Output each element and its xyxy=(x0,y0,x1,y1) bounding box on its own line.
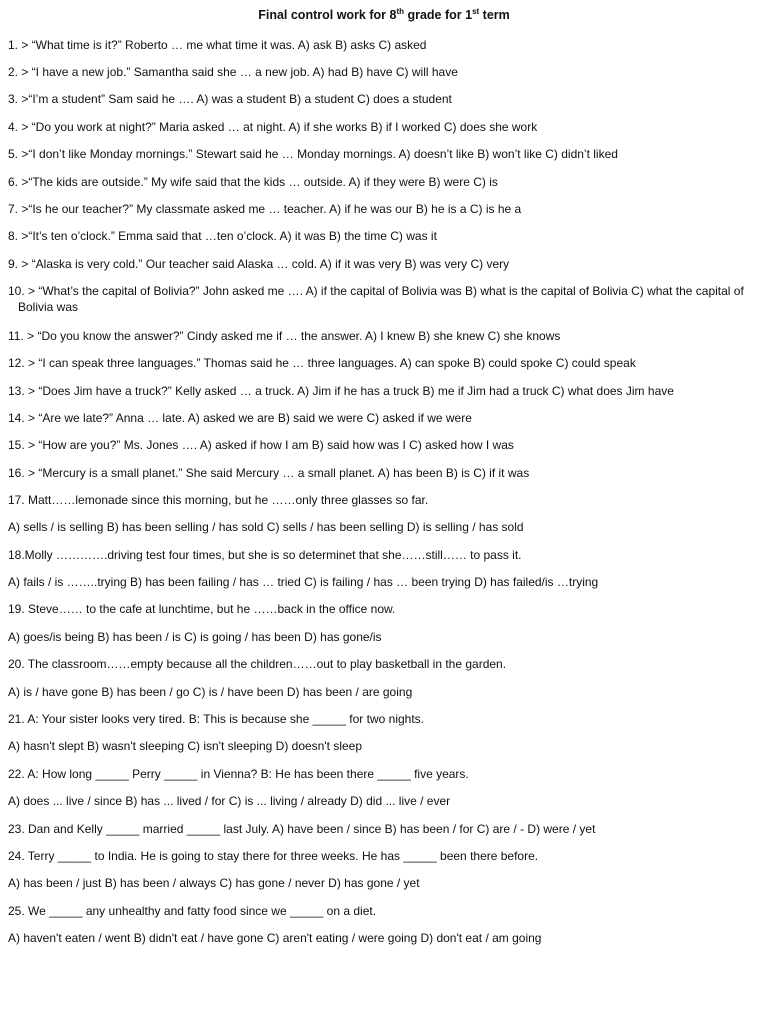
question-14: 14. > “Are we late?” Anna … late. A) asked we are B) said we were C) asked if we were xyxy=(8,411,472,425)
question-10: 10. > “What’s the capital of Bolivia?” John asked me …. A) if the capital of Bolivia was B) what is the capital of Bolivia C) what the capital of Bolivia was xyxy=(8,284,744,314)
question-18: 18.Molly ………….driving test four times, but she is so determinet that she……still…… to pass it. xyxy=(8,548,522,562)
question-17: 17. Matt……lemonade since this morning, but he ……only three glasses so far. xyxy=(8,493,429,507)
options-17: A) sells / is selling B) has been selling / has sold C) sells / has been selling D) is selling / has sold xyxy=(8,520,524,534)
options-18: A) fails / is ……..trying B) has been failing / has … tried C) is failing / has … been trying D) has failed/is …trying xyxy=(8,575,599,589)
question-11: 11. > “Do you know the answer?” Cindy asked me if … the answer. A) I knew B) she knew C) she knows xyxy=(8,329,561,343)
question-24: 24. Terry _____ to India. He is going to stay there for three weeks. He has _____ been there before. xyxy=(8,849,539,863)
question-25: 25. We _____ any unhealthy and fatty food since we _____ on a diet. xyxy=(8,904,377,918)
options-22: A) does ... live / since B) has ... lived / for C) is ... living / already D) did ... live / ever xyxy=(8,794,451,808)
question-1: 1. > “What time is it?” Roberto … me what time it was. A) ask B) asks C) asked xyxy=(8,38,427,52)
question-16: 16. > “Mercury is a small planet.” She said Mercury … a small planet. A) has been B) is C) if it was xyxy=(8,466,530,480)
question-20: 20. The classroom……empty because all the children……out to play basketball in the garden. xyxy=(8,657,507,671)
question-2: 2. > “I have a new job.” Samantha said she … a new job. A) had B) have C) will have xyxy=(8,65,458,79)
question-23: 23. Dan and Kelly _____ married _____ last July. A) have been / since B) has been / for C) are / - D) were / yet xyxy=(8,822,596,836)
question-7: 7. >“Is he our teacher?” My classmate asked me … teacher. A) if he was our B) he is a C) is he a xyxy=(8,202,522,216)
question-15: 15. > “How are you?” Ms. Jones …. A) asked if how I am B) said how was I C) asked how I was xyxy=(8,438,514,452)
question-3: 3. >“I’m a student” Sam said he …. A) was a student B) a student C) does a student xyxy=(8,92,452,106)
question-6: 6. >“The kids are outside.” My wife said that the kids … outside. A) if they were B) were C) is xyxy=(8,175,498,189)
question-21: 21. A: Your sister looks very tired. B: This is because she _____ for two nights. xyxy=(8,712,425,726)
question-12: 12. > “I can speak three languages.” Thomas said he … three languages. A) can spoke B) could spoke C) could speak xyxy=(8,356,636,370)
page-title: Final control work for 8th grade for 1st term xyxy=(258,7,510,23)
question-13: 13. > “Does Jim have a truck?” Kelly asked … a truck. A) Jim if he has a truck B) me if Jim had a truck C) what does Jim have xyxy=(8,384,674,398)
options-20: A) is / have gone B) has been / go C) is / have been D) has been / are going xyxy=(8,685,413,699)
question-5: 5. >“I don’t like Monday mornings.” Stewart said he … Monday mornings. A) doesn’t like B) won’t like C) didn’t liked xyxy=(8,147,618,161)
options-19: A) goes/is being B) has been / is C) is going / has been D) has gone/is xyxy=(8,630,382,644)
question-8: 8. >“It’s ten o’clock.” Emma said that …ten o’clock. A) it was B) the time C) was it xyxy=(8,229,437,243)
options-24: A) has been / just B) has been / always C) has gone / never D) has gone / yet xyxy=(8,876,420,890)
question-22: 22. A: How long _____ Perry _____ in Vienna? B: He has been there _____ five years. xyxy=(8,767,469,781)
options-25: A) haven't eaten / went B) didn't eat / have gone C) aren't eating / were going D) don't eat / am going xyxy=(8,931,542,945)
question-19: 19. Steve…… to the cafe at lunchtime, but he ……back in the office now. xyxy=(8,602,396,616)
question-4: 4. > “Do you work at night?” Maria asked … at night. A) if she works B) if I worked C) does she work xyxy=(8,120,538,134)
question-9: 9. > “Alaska is very cold.” Our teacher said Alaska … cold. A) if it was very B) was very C) very xyxy=(8,257,510,271)
options-21: A) hasn't slept B) wasn't sleeping C) isn't sleeping D) doesn't sleep xyxy=(8,739,363,753)
